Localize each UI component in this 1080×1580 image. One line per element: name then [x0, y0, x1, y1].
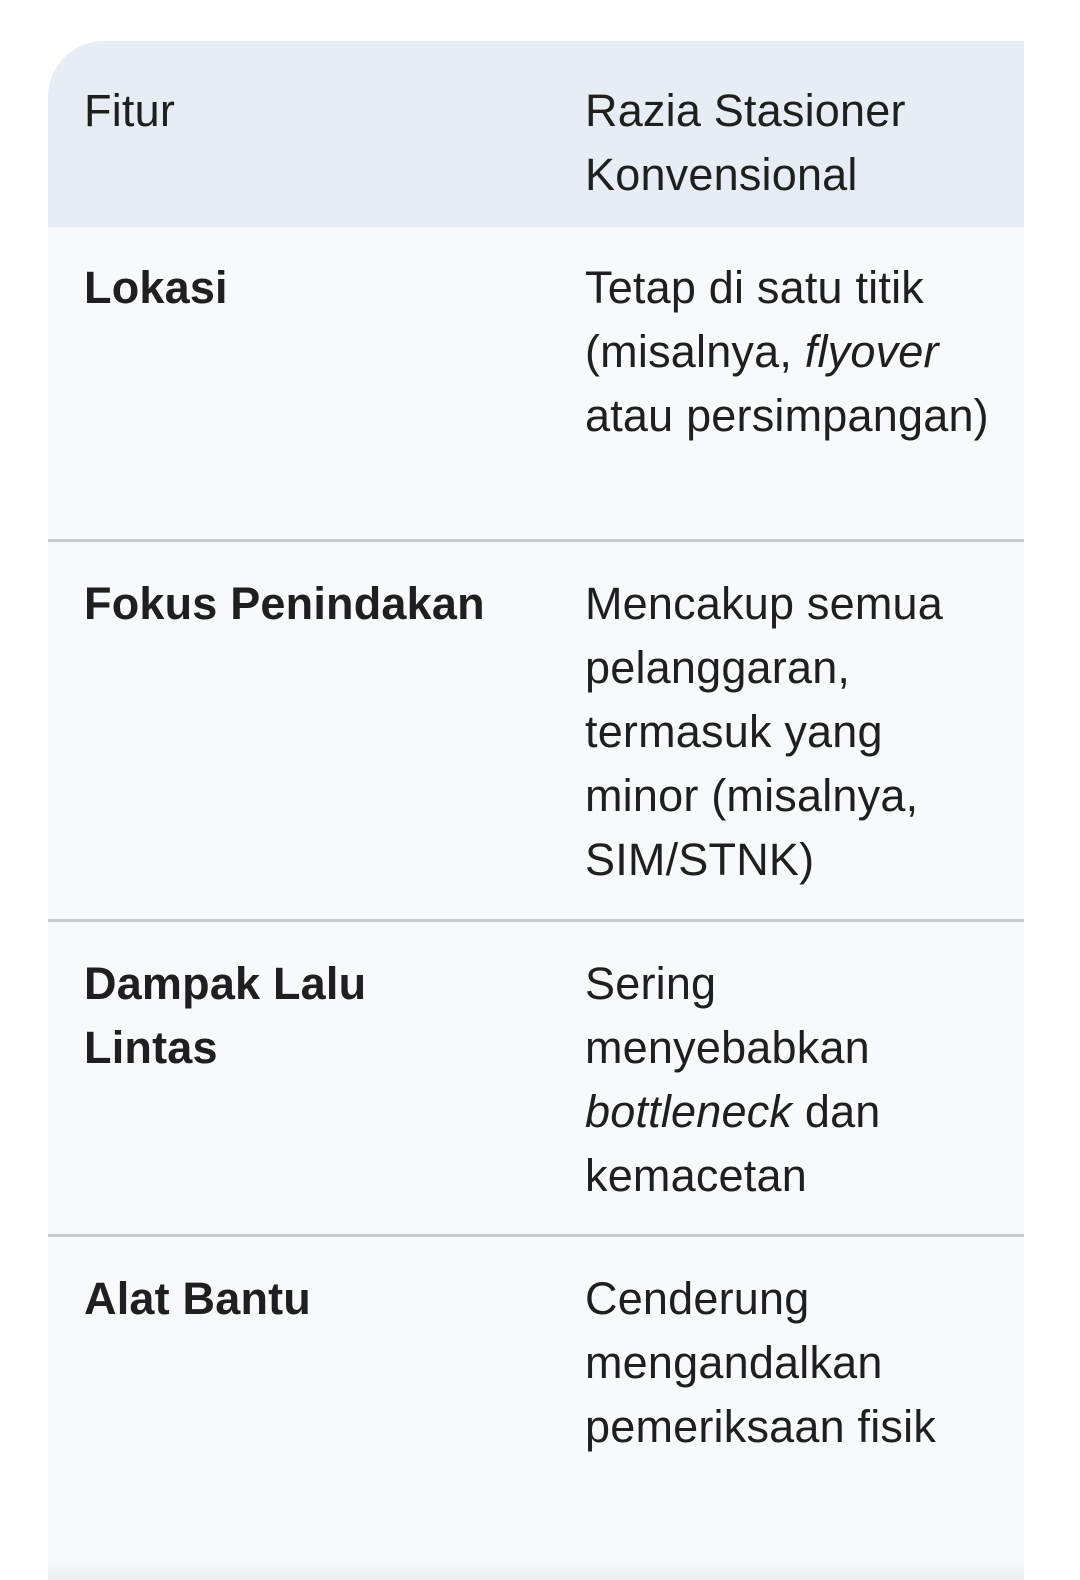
row-value-cell: Mencakup semua pelanggaran, termasuk yang minor (misalnya, SIM/STNK)	[585, 578, 943, 885]
scroll-edge-shadow	[48, 1558, 1024, 1580]
row-value-cell: Cenderung mengandalkan pemeriksaan fisik	[585, 1273, 937, 1452]
row-divider	[48, 919, 1024, 922]
header-cell-conventional-raid: Razia Stasioner Konvensional	[585, 85, 906, 200]
table-row	[48, 543, 1024, 921]
table-row	[48, 227, 1024, 541]
row-feature-cell: Lokasi	[84, 262, 228, 313]
row-feature-cell: Alat Bantu	[84, 1273, 311, 1324]
table-row	[48, 923, 1024, 1235]
comparison-table	[48, 41, 1024, 1580]
table-header-row	[48, 41, 1024, 227]
row-feature-cell: Dampak Lalu Lintas	[84, 958, 367, 1073]
table-row	[48, 1238, 1024, 1580]
row-value-cell: Tetap di satu titik (misalnya, flyover atau persimpangan)	[585, 262, 989, 441]
row-value-cell: Sering menyebabkan bottleneck dan kemacetan	[585, 958, 881, 1201]
header-cell-feature: Fitur	[84, 85, 175, 136]
row-divider	[48, 1234, 1024, 1237]
row-divider	[48, 539, 1024, 542]
row-feature-cell: Fokus Penindakan	[84, 578, 485, 629]
